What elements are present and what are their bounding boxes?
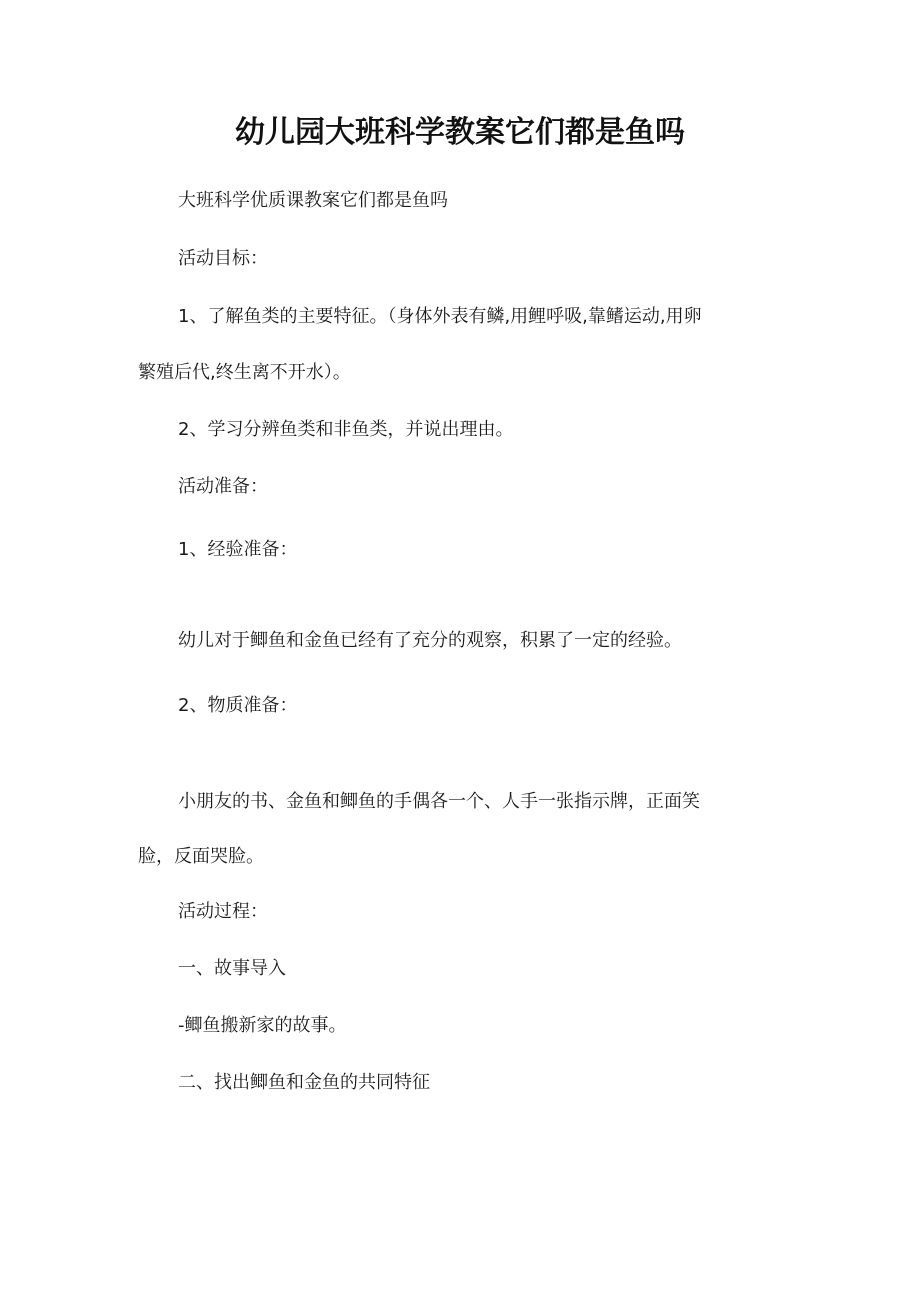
step-2-heading: 二、找出鲫鱼和金鱼的共同特征	[178, 1072, 430, 1093]
goal-1-line-1: 1、了解鱼类的主要特征。（身体外表有鳞,用鲤呼吸,靠鳍运动,用卵	[178, 306, 702, 327]
goal-2: 2、学习分辨鱼类和非鱼类，并说出理由。	[178, 419, 514, 440]
goals-heading: 活动目标：	[178, 248, 268, 269]
process-heading: 活动过程：	[178, 901, 268, 922]
document-title: 幼儿园大班科学教案它们都是鱼吗	[235, 115, 685, 150]
prep-2-line-2: 脸，反面哭脸。	[138, 846, 264, 867]
step-1-heading: 一、故事导入	[178, 958, 286, 979]
document-subtitle: 大班科学优质课教案它们都是鱼吗	[178, 190, 448, 211]
prep-heading: 活动准备：	[178, 476, 268, 497]
prep-2-line-1: 小朋友的书、金鱼和鲫鱼的手偶各一个、人手一张指示牌，正面笑	[178, 791, 700, 812]
prep-1-text: 幼儿对于鲫鱼和金鱼已经有了充分的观察，积累了一定的经验。	[178, 630, 682, 651]
goal-1-line-2: 繁殖后代,终生离不开水）。	[138, 362, 351, 383]
step-1-text: -鲫鱼搬新家的故事。	[178, 1015, 347, 1036]
prep-2-heading: 2、物质准备：	[178, 695, 298, 716]
prep-1-heading: 1、经验准备：	[178, 539, 298, 560]
